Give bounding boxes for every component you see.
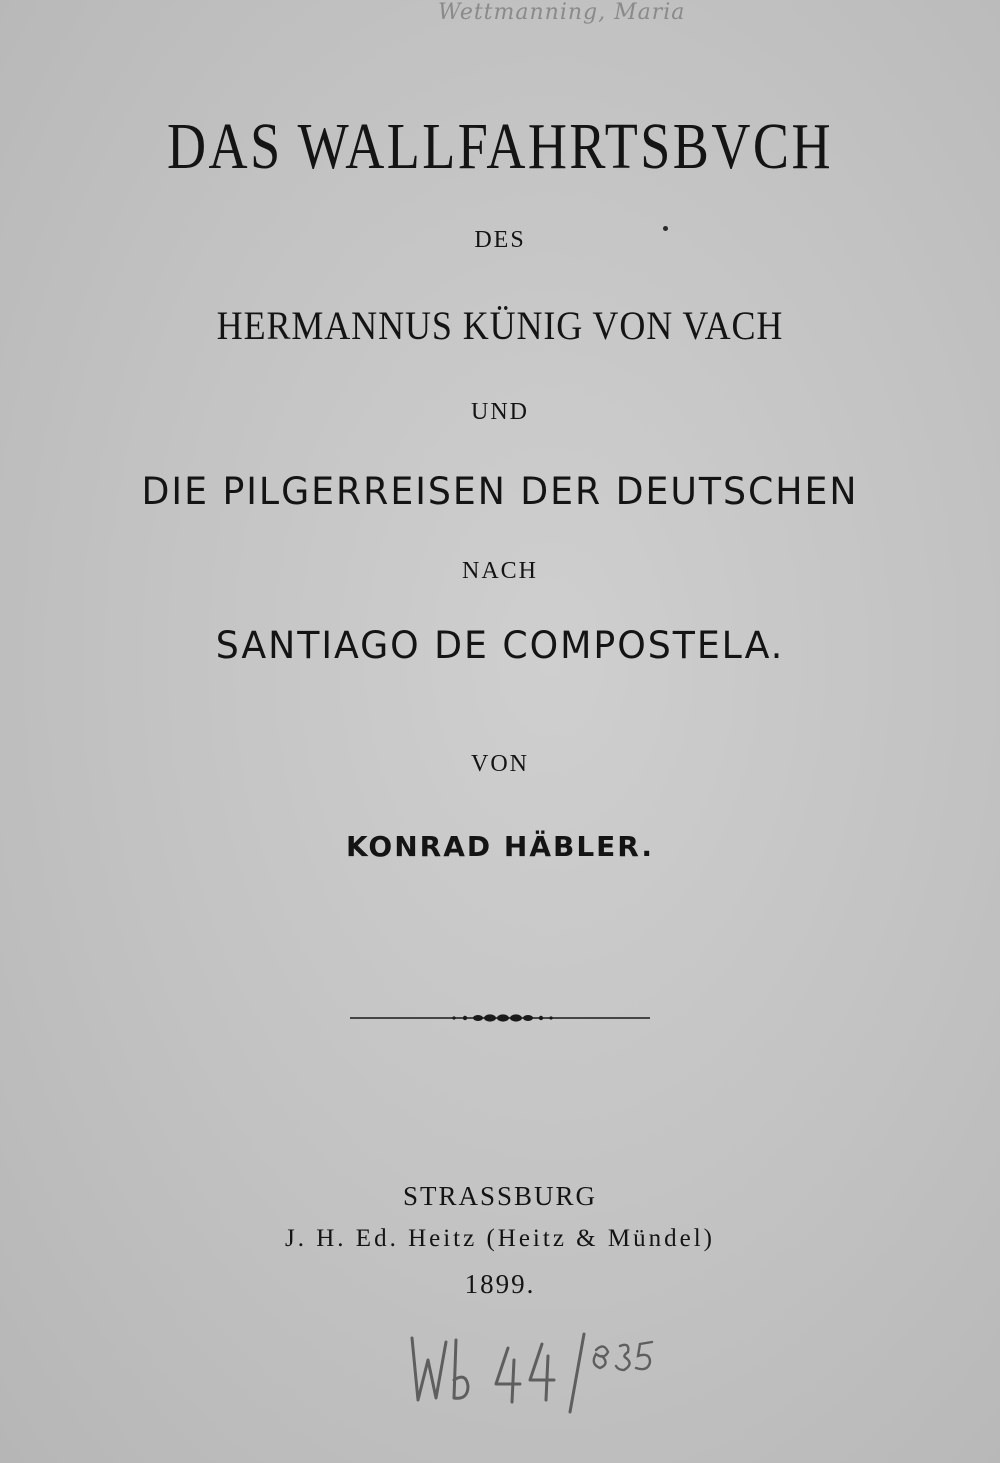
- title-line-hermannus: HERMANNUS KÜNIG VON VACH: [216, 303, 784, 348]
- imprint-year: 1899.: [464, 1269, 536, 1299]
- title-line-pilgerreisen: DIE PILGERREISEN DER DEUTSCHEN: [141, 470, 859, 513]
- imprint-publisher: J. H. Ed. Heitz (Heitz & Mündel): [285, 1225, 715, 1252]
- imprint-city: STRASSBURG: [402, 1181, 598, 1211]
- title-main: DAS WALLFAHRTSBVCH: [166, 110, 833, 183]
- author-name: KONRAD HÄBLER.: [345, 830, 655, 863]
- title-connector-des: DES: [474, 227, 526, 253]
- title-line-santiago: SANTIAGO DE COMPOSTELA.: [215, 624, 785, 667]
- byline-von: VON: [471, 751, 529, 777]
- title-connector-und: UND: [471, 399, 529, 425]
- title-connector-nach: NACH: [461, 558, 538, 584]
- pencil-annotation-top: Wettmanning, Maria: [438, 0, 686, 25]
- handwritten-shelfmark: [400, 1320, 700, 1420]
- ornamental-rule: [350, 1008, 650, 1028]
